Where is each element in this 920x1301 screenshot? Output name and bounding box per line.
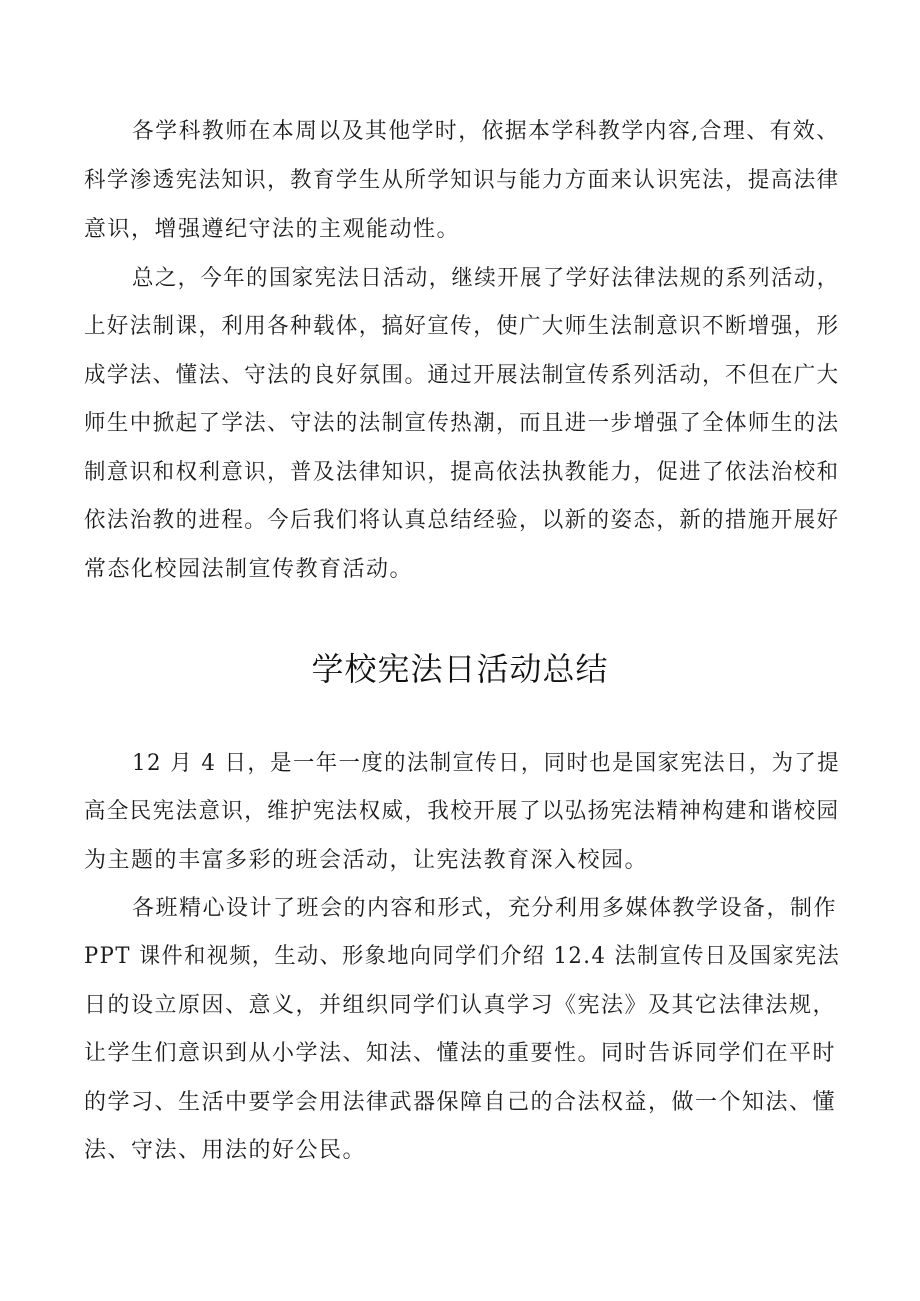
paragraph-line: 上好法制课，利用各种载体，搞好宣传，使广大师生法制意识不断增强，形 (84, 314, 840, 339)
paragraph-line: 各班精心设计了班会的内容和形式，充分利用多媒体教学设备，制作 (132, 896, 838, 921)
section-title: 学校宪法日活动总结 (311, 650, 609, 688)
paragraph-line: 高全民宪法意识，维护宪法权威，我校开展了以弘扬宪法精神构建和谐校园 (84, 799, 840, 824)
paragraph-line: 日的设立原因、意义，并组织同学们认真学习《宪法》及其它法律法规， (84, 993, 837, 1018)
paragraph-line: 常态化校园法制宣传教育活动。 (84, 557, 414, 582)
paragraph-line: 12 月 4 日，是一年一度的法制宣传日，同时也是国家宪法日，为了提 (132, 751, 841, 776)
paragraph-line: 成学法、懂法、守法的良好氛围。通过开展法制宣传系列活动，不但在广大 (84, 363, 840, 388)
paragraph-line: 科学渗透宪法知识，教育学生从所学知识与能力方面来认识宪法，提高法律 (84, 168, 840, 193)
paragraph-line: 依法治教的进程。今后我们将认真总结经验，以新的姿态，新的措施开展好 (84, 508, 840, 533)
paragraph-line: 为主题的丰富多彩的班会活动，让宪法教育深入校园。 (84, 848, 649, 873)
paragraph-line: 制意识和权利意识，普及法律知识，提高依法执教能力，促进了依法治校和 (84, 460, 840, 485)
paragraph-line: 师生中掀起了学法、守法的法制宣传热潮，而且进一步增强了全体师生的法 (84, 411, 840, 436)
paragraph-line: 各学科教师在本周以及其他学时，依据本学科教学内容,合理、有效、 (132, 119, 840, 144)
paragraph-line: PPT 课件和视频，生动、形象地向同学们介绍 12.4 法制宣传日及国家宪法 (84, 944, 841, 969)
paragraph-line: 法、守法、用法的好公民。 (84, 1138, 367, 1163)
paragraph-line: 总之，今年的国家宪法日活动，继续开展了学好法律法规的系列活动， (132, 266, 840, 291)
paragraph-line: 让学生们意识到从小学法、知法、懂法的重要性。同时告诉同学们在平时 (84, 1041, 837, 1066)
paragraph-line: 的学习、生活中要学会用法律武器保障自己的合法权益，做一个知法、懂 (84, 1090, 837, 1115)
paragraph-line: 意识，增强遵纪守法的主观能动性。 (84, 217, 461, 242)
